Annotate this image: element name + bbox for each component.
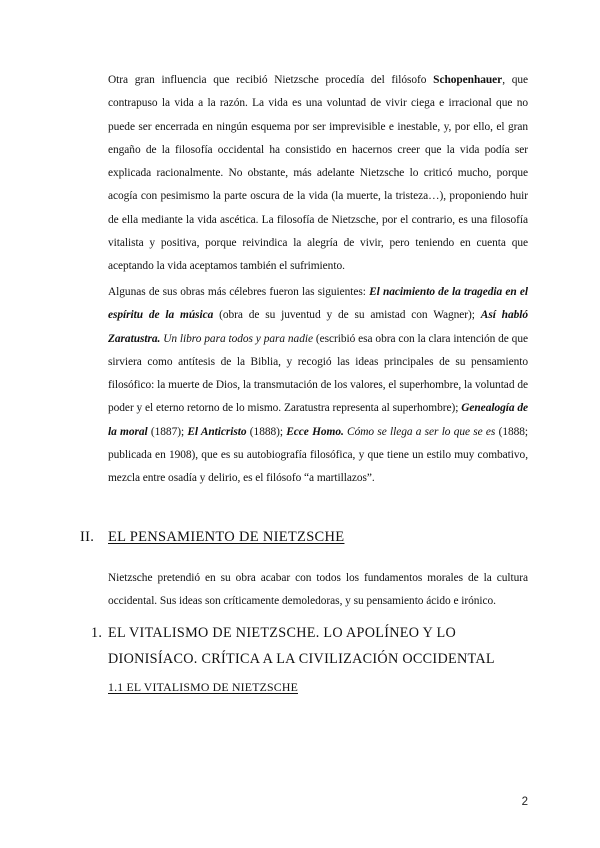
work-subtitle-ecce-homo: Cómo se llega a ser lo que se es: [343, 425, 496, 438]
work-title-genealogia: Genealogía de la moral: [108, 402, 529, 438]
work-title-nacimiento: El nacimiento de la tragedia en el espíritu de la música: [108, 286, 528, 322]
subsection-number: 1.: [91, 625, 103, 641]
p2-text-3: (escribió esa obra con la clara intención de que sirviera como antítesis de la Biblia, y recogió las ideas principales de su pensamiento filosófico: la muerte de Dios, la transmutación de los valores, el superhombre, la voluntad de poder y el eterno retorno de lo mismo. Zaratustra representa al superhombre);: [108, 332, 528, 415]
subsection-title: EL VITALISMO DE NIETZSCHE. LO APOLÍNEO Y LO DIONISÍACO. CRÍTICA A LA CIVILIZACIÓN OCCIDENTAL: [108, 625, 495, 667]
p2-text-4: (1887);: [147, 425, 188, 438]
paragraph-schopenhauer: [108, 69, 528, 279]
p2-text-1: Algunas de sus obras más célebres fueron las siguientes:: [108, 286, 370, 298]
work-title-ecce-homo: Ecce Homo.: [286, 425, 344, 438]
paragraph-works: [108, 281, 528, 491]
p2-text-5: (1888);: [246, 425, 287, 438]
section-heading: [80, 529, 344, 546]
subsubsection-heading: 1.1 EL VITALISMO DE NIETZSCHE: [108, 680, 298, 694]
section-title: EL PENSAMIENTO DE NIETZSCHE: [108, 529, 345, 545]
p1-schopenhauer-bold: Schopenhauer: [433, 74, 503, 86]
work-subtitle-zaratustra: Un libro para todos y para nadie: [160, 332, 313, 345]
work-title-zaratustra: Así habló Zaratustra.: [108, 309, 528, 345]
p2-text-2: (obra de su juventud y de su amistad con Wagner);: [213, 309, 481, 322]
section-number: II.: [80, 529, 95, 545]
page-number: 2: [521, 796, 528, 808]
subsection-heading: [91, 621, 531, 672]
p2-text-6: (1888; publicada en 1908), que es su autobiografía filosófica, y que tiene un estilo muy combativo, mezcla entre osadía y delirio, es el filósofo “a martillazos”.: [108, 425, 529, 485]
p1-text-c: , que contrapuso la vida a la razón. La vida es una voluntad de vivir ciega e irracional que no puede ser encerrada en ningún esquema por ser imprevisible e inestable, y, por ello, el gran engaño de la filosofía occidental ha consistido en hacernos creer que la vida podía ser explicada racionalmente. No obstante, más adelante Nietzsche lo criticó mucho, porque acogía con pesimismo la parte oscura de la vida (la muerte, la tristeza…), proponiendo huir de ella mediante la vida ascética. La filosofía de Nietzsche, por el contrario, es una filosofía vitalista y positiva, porque reivindica la alegría de vivir, pero teniendo en cuenta que aceptando la vida aceptamos también el sufrimiento.: [108, 74, 528, 273]
paragraph-intro-pensamiento: Nietzsche pretendió en su obra acabar con todos los fundamentos morales de la cultura occidental. Sus ideas son críticamente demoledoras, y su pensamiento ácido e irónico.: [108, 572, 528, 608]
work-title-anticristo: El Anticristo: [187, 425, 247, 438]
p1-text-a: Otra gran influencia que recibió Nietzsche procedía del filósofo: [108, 74, 434, 86]
